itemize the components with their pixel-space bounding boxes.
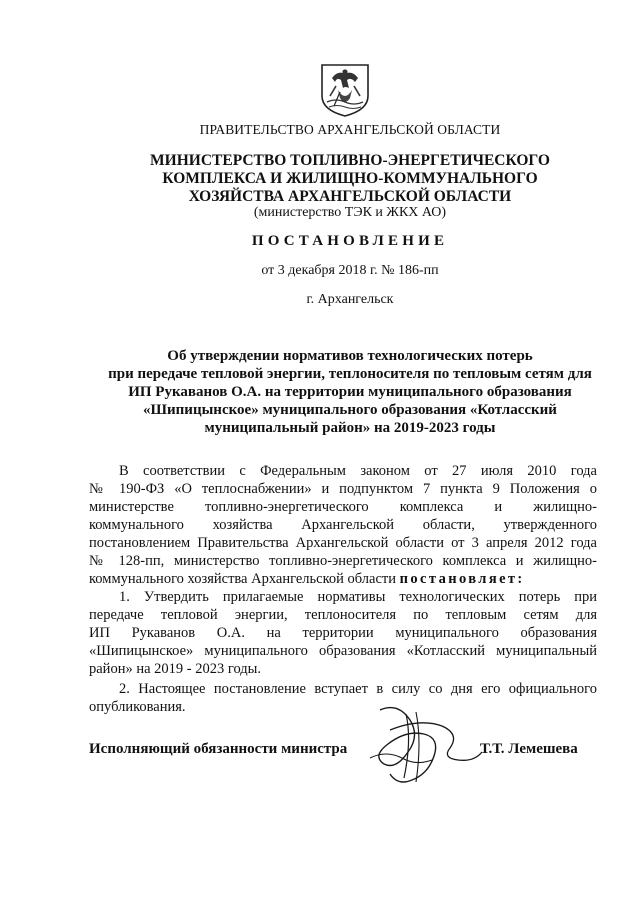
body-line: В соответствии с Федеральным законом от 27 июля 2010 года: [119, 463, 597, 479]
body-line: «Шипицынское» муниципального образования «Котласский муниципальный: [89, 643, 597, 659]
body-line: № 128-пп, министерство топливно-энергетического комплекса и жилищно-: [89, 553, 597, 569]
subject-line-1: Об утверждении нормативов технологических потерь: [167, 348, 533, 364]
signer-name: Т.Т. Лемешева: [480, 741, 578, 757]
body-line: постановлением Правительства Архангельской области от 3 апреля 2012 года: [89, 535, 597, 551]
body-line: опубликования.: [89, 699, 186, 715]
body-line: 2. Настоящее постановление вступает в силу со дня его официального: [119, 681, 597, 697]
ministry-name-line-2: КОМПЛЕКСА И ЖИЛИЩНО-КОММУНАЛЬНОГО: [162, 170, 538, 187]
government-name: ПРАВИТЕЛЬСТВО АРХАНГЕЛЬСКОЙ ОБЛАСТИ: [199, 122, 501, 137]
body-line: передаче тепловой энергии, теплоносителя по тепловым сетям для: [89, 607, 597, 623]
ministry-name-line-3: ХОЗЯЙСТВА АРХАНГЕЛЬСКОЙ ОБЛАСТИ: [188, 188, 512, 205]
document-city: г. Архангельск: [306, 292, 394, 307]
subject-line-3: ИП Рукаванов О.А. на территории муниципального образования: [128, 384, 572, 400]
body-line: министерстве топливно-энергетического комплекса и жилищно-: [89, 499, 597, 515]
body-line: № 190-ФЗ «О теплоснабжении» и подпунктом 7 пункта 9 Положения о: [89, 481, 597, 497]
handwritten-signature-icon: [350, 700, 490, 795]
arkhangelsk-coat-of-arms-icon: [318, 62, 372, 118]
document-date-number: от 3 декабря 2018 г. № 186-пп: [261, 263, 439, 278]
signer-title: Исполняющий обязанности министра: [89, 741, 348, 757]
subject-line-2: при передаче тепловой энергии, теплоносителя по тепловым сетям для: [108, 366, 592, 382]
decree-word: постановляет:: [399, 571, 525, 587]
body-line: 1. Утвердить прилагаемые нормативы технологических потерь при: [119, 589, 597, 605]
body-line: ИП Рукаванов О.А. на территории муниципального образования: [89, 625, 597, 641]
ministry-abbreviation: (министерство ТЭК и ЖКХ АО): [253, 205, 447, 220]
subject-line-4: «Шипицынское» муниципального образования «Котласский: [143, 402, 557, 418]
body-line-decree: [89, 570, 597, 588]
body-line-prefix: коммунального хозяйства Архангельской области: [89, 571, 396, 587]
document-type: ПОСТАНОВЛЕНИЕ: [251, 233, 449, 249]
body-line: район» на 2019 - 2023 годы.: [89, 661, 262, 677]
ministry-name-line-1: МИНИСТЕРСТВО ТОПЛИВНО-ЭНЕРГЕТИЧЕСКОГО: [150, 152, 550, 169]
body-line: коммунального хозяйства Архангельской области, утвержденного: [89, 517, 597, 533]
subject-line-5: муниципальный район» на 2019-2023 годы: [204, 420, 496, 436]
